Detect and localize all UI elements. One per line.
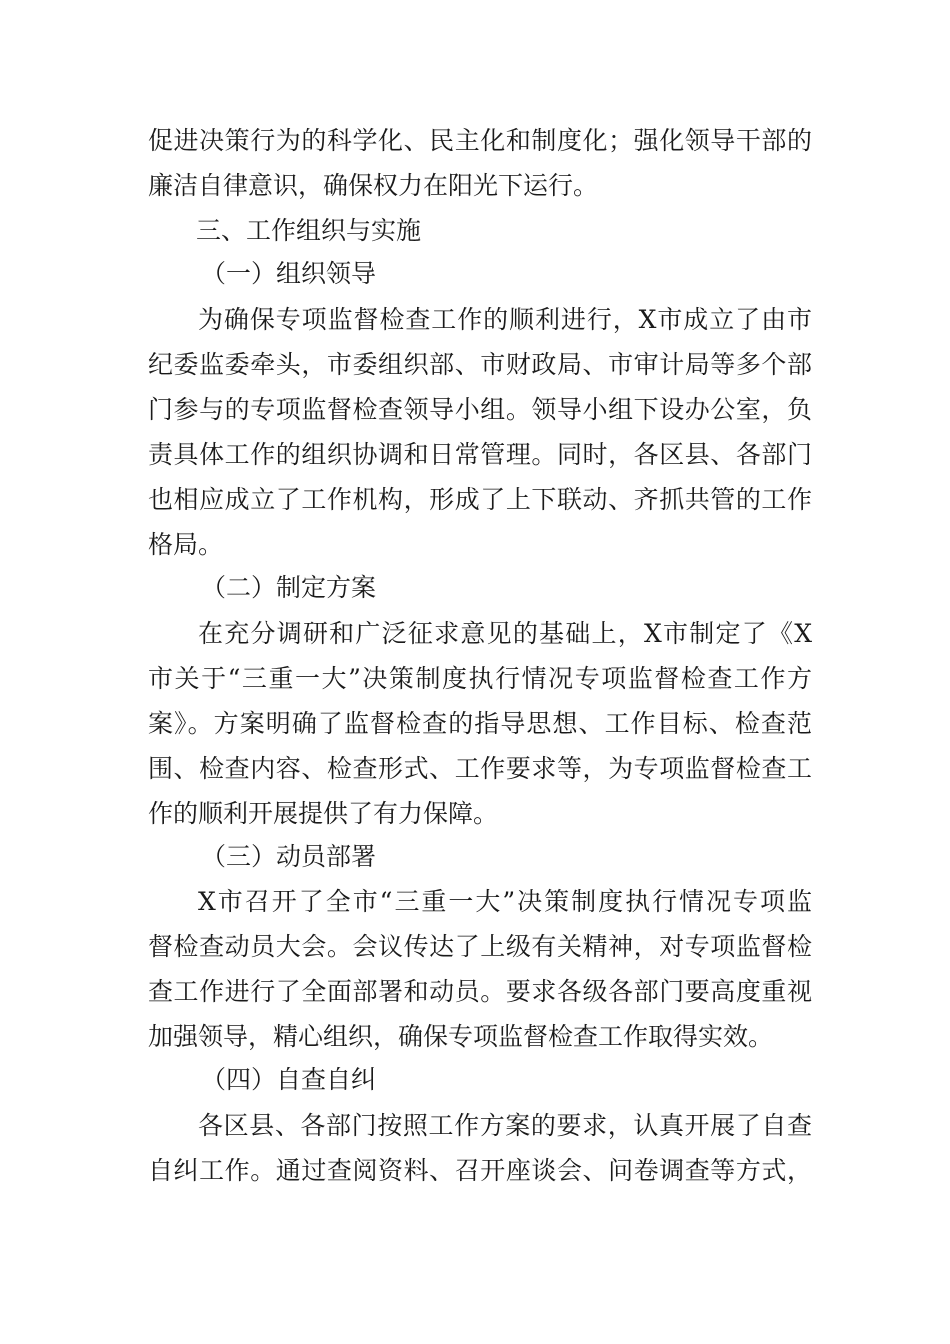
body-text-line: 查工作进行了全面部署和动员。要求各级各部门要高度重视 xyxy=(148,977,812,1006)
body-text-line: 作的顺利开展提供了有力保障。 xyxy=(148,799,499,828)
body-text-line: 市关于“三重一大”决策制度执行情况专项监督检查工作方 xyxy=(148,664,812,693)
body-text-line: 廉洁自律意识，确保权力在阳光下运行。 xyxy=(148,171,599,200)
body-text-line: X市召开了全市“三重一大”决策制度执行情况专项监 xyxy=(198,887,812,916)
body-text-line: 也相应成立了工作机构，形成了上下联动、齐抓共管的工作 xyxy=(148,485,812,514)
body-text-line: 督检查动员大会。会议传达了上级有关精神，对专项监督检 xyxy=(148,932,812,961)
body-text-line: 自纠工作。通过查阅资料、召开座谈会、问卷调查等方式， xyxy=(148,1156,812,1185)
body-text-line: 为确保专项监督检查工作的顺利进行，X市成立了由市 xyxy=(198,305,812,334)
body-text-line: 各区县、各部门按照工作方案的要求，认真开展了自查 xyxy=(198,1111,812,1140)
body-text-line: 纪委监委牵头，市委组织部、市财政局、市审计局等多个部 xyxy=(148,350,812,379)
body-text-line: 门参与的专项监督检查领导小组。领导小组下设办公室，负 xyxy=(148,395,812,424)
body-text-line: 责具体工作的组织协调和日常管理。同时，各区县、各部门 xyxy=(148,440,812,469)
section-heading: 三、工作组织与实施 xyxy=(196,216,422,245)
subsection-heading: （三）动员部署 xyxy=(201,842,377,871)
body-text-line: 围、检查内容、检查形式、工作要求等，为专项监督检查工 xyxy=(148,754,812,783)
subsection-heading: （一）组织领导 xyxy=(201,259,377,288)
body-text-line: 促进决策行为的科学化、民主化和制度化；强化领导干部的 xyxy=(148,126,812,155)
body-text-line: 案》。方案明确了监督检查的指导思想、工作目标、检查范 xyxy=(148,709,812,738)
body-text-line: 在充分调研和广泛征求意见的基础上，X市制定了《X xyxy=(198,619,812,648)
body-text-line: 格局。 xyxy=(148,530,224,559)
subsection-heading: （四）自查自纠 xyxy=(201,1065,377,1094)
subsection-heading: （二）制定方案 xyxy=(201,573,377,602)
body-text-line: 加强领导，精心组织，确保专项监督检查工作取得实效。 xyxy=(148,1022,774,1051)
